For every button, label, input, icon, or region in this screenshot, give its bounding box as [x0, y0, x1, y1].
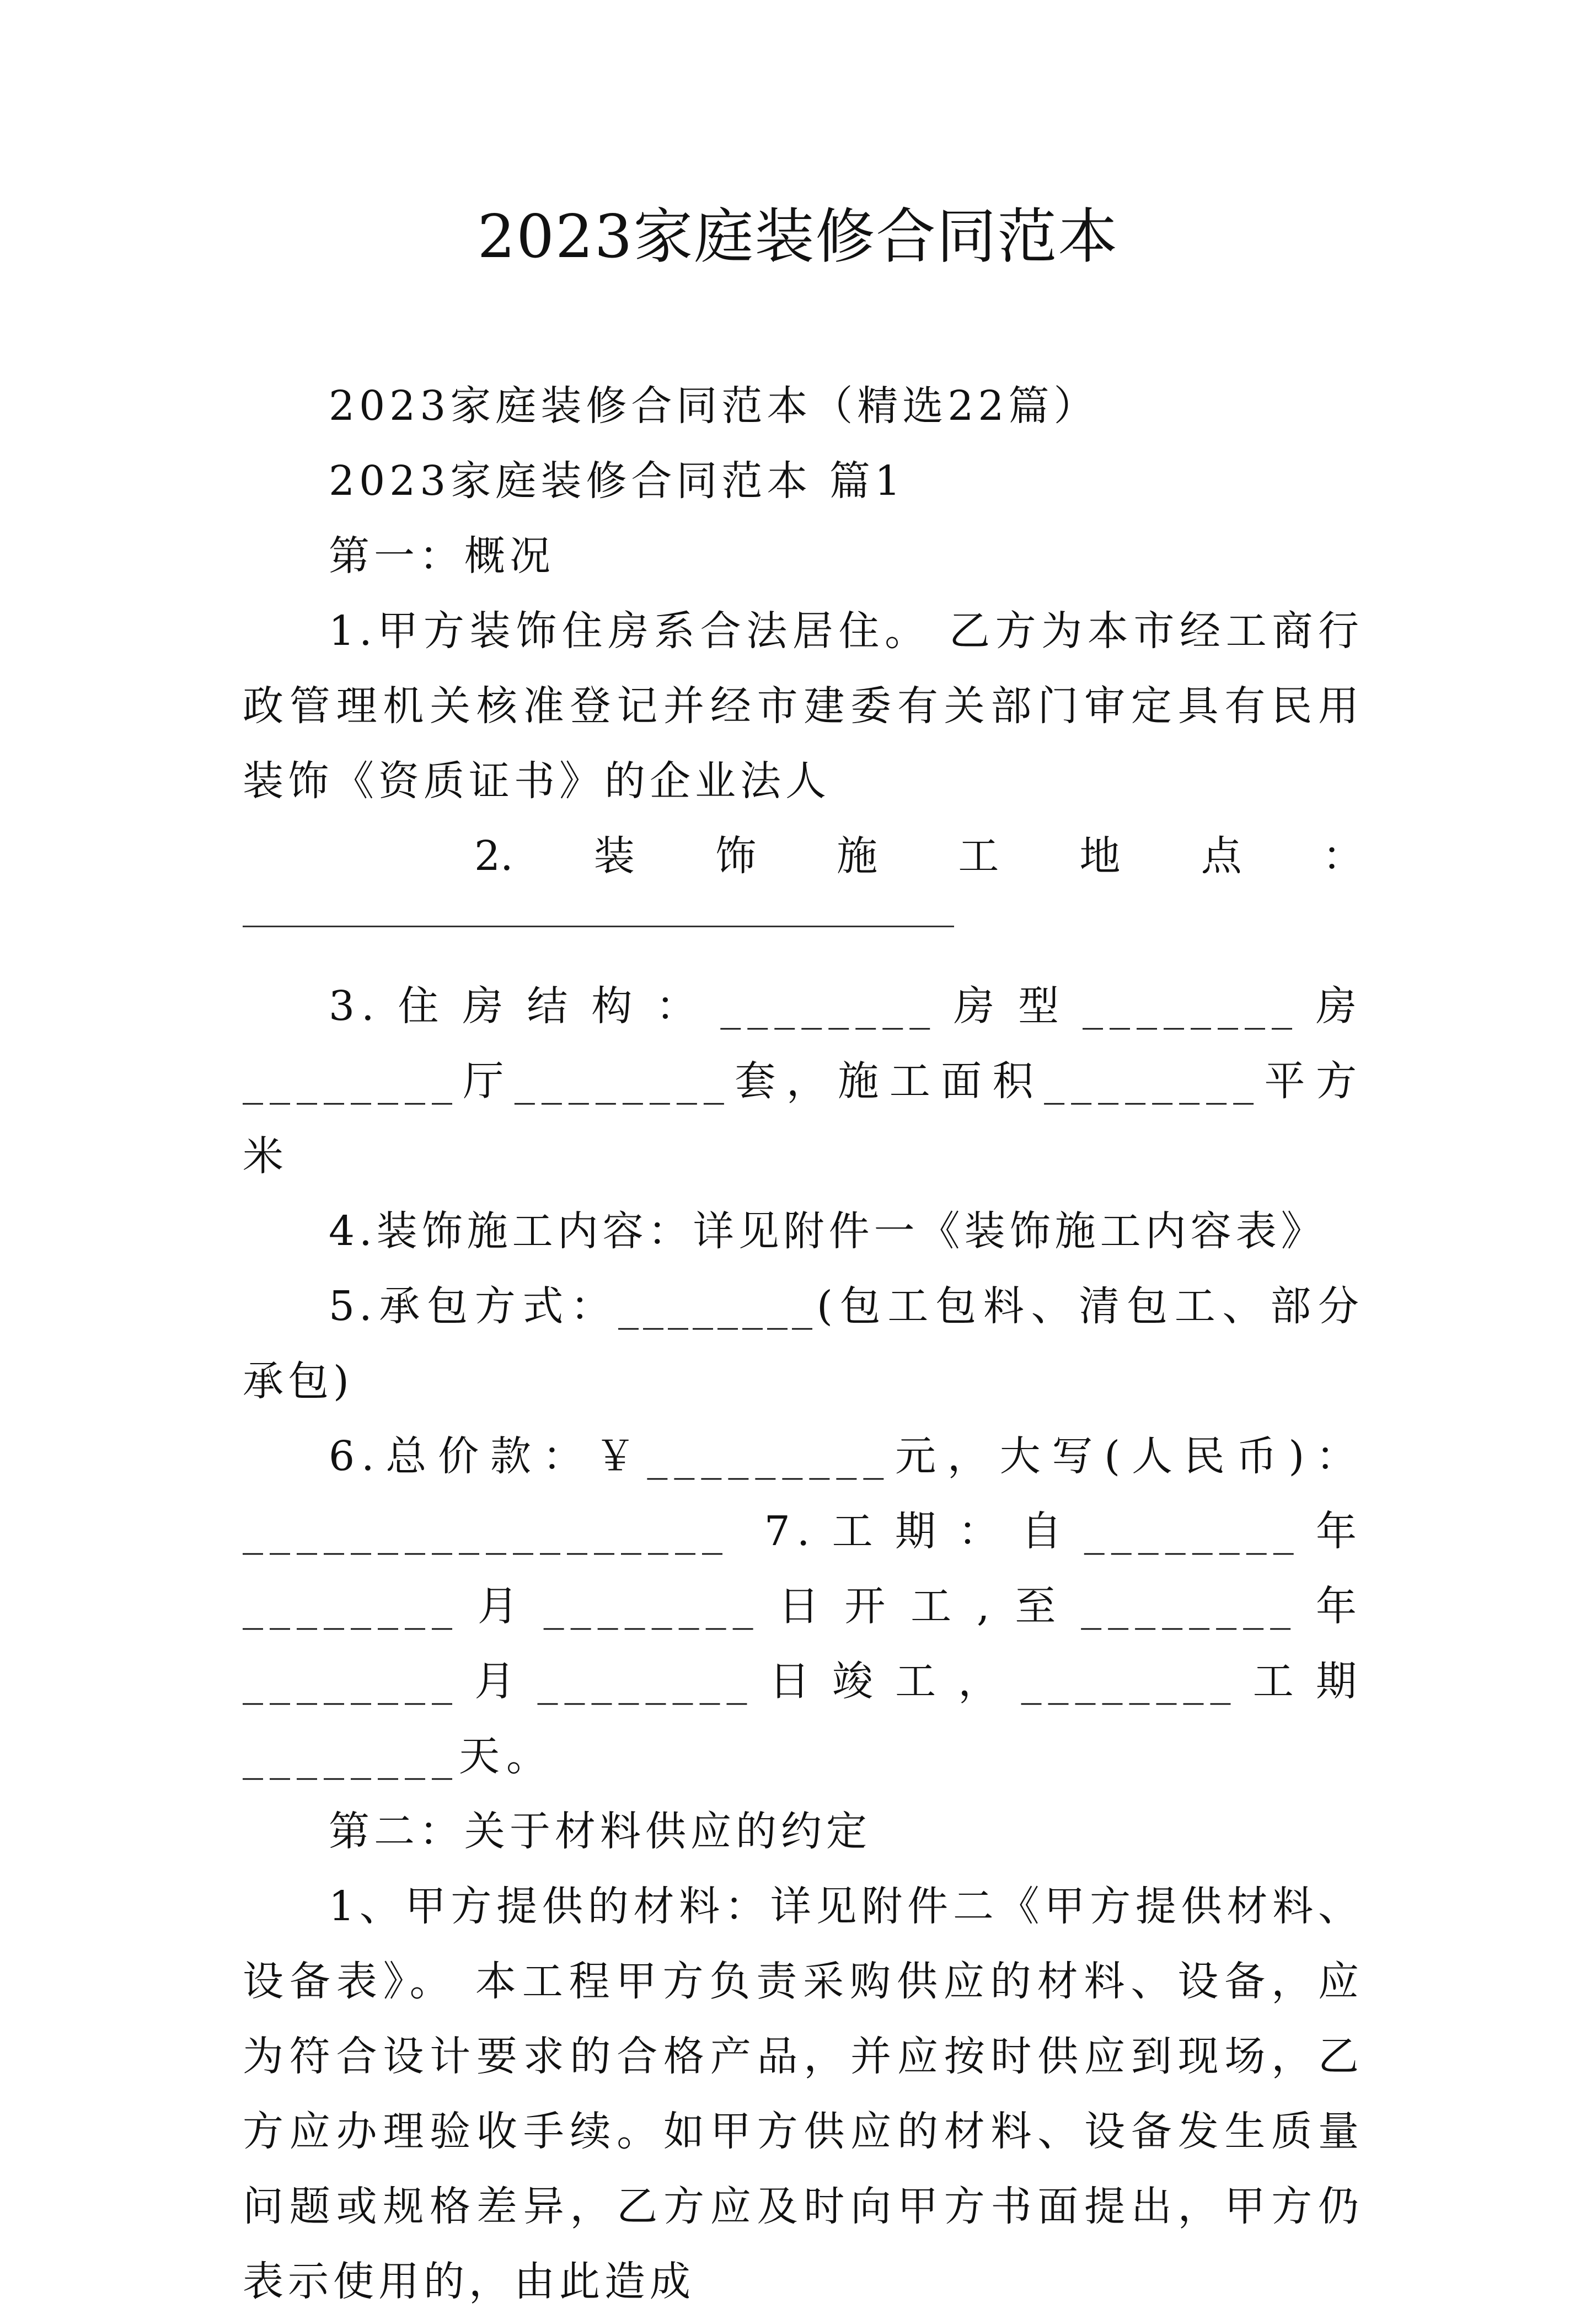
clause-2-char: 饰 — [715, 832, 756, 880]
blank-line — [243, 894, 954, 969]
document-title: 2023家庭装修合同范本 — [477, 202, 1119, 271]
paragraph-section-heading: 2023家庭装修合同范本 篇1 — [329, 457, 905, 505]
paragraph-subtitle: 2023家庭装修合同范本（精选22篇） — [329, 382, 1099, 430]
paragraph-material-clause-1: 1、甲方提供的材料：详见附件二《甲方提供材料、设备表》。 本工程甲方负责采购供应的材料、设备，应为符合设计要求的合格产品，并应按时供应到现场，乙方应办理验收手续。如甲方供应的材料、设备发生质量问题或规格差异，乙方应及时向甲方书面提出，甲方仍表示使用的，由此造成 — [243, 1883, 1363, 2305]
clause-2-char: 点 — [1201, 832, 1242, 880]
paragraph-clause-6-7: 6.总价款：￥_________元，大写(人民币)：__________________ 7.工期：自________年________月________日开工,至________年________月________日竣工，________工期 ________天。 — [243, 1433, 1363, 1780]
paragraph-clause-5: 5.承包方式：________(包工包料、清包工、部分承包) — [243, 1283, 1363, 1405]
clause-2-char: 装 — [593, 832, 635, 880]
paragraph-clause-3: 3.住房结构：________房型________房________厅________套，施工面积________平方米 — [243, 982, 1363, 1180]
paragraph-part-two: 第二：关于材料供应的约定 — [329, 1808, 871, 1855]
paragraph-clause-4: 4.装饰施工内容：详见附件一《装饰施工内容表》 — [329, 1207, 1326, 1255]
paragraph-clause-2 — [243, 819, 1363, 894]
clause-2-char: 地 — [1079, 832, 1121, 880]
clause-2-char: 2. — [474, 832, 513, 880]
clause-2-char: ： — [1322, 832, 1363, 880]
clause-2-char: 施 — [837, 832, 878, 880]
paragraph-part-one: 第一：概况 — [329, 532, 555, 580]
clause-2-char: 工 — [958, 832, 999, 880]
paragraph-clause-1: 1.甲方装饰住房系合法居住。 乙方为本市经工商行政管理机关核准登记并经市建委有关部门审定具有民用装饰《资质证书》的企业法人 — [243, 607, 1363, 805]
document-body — [243, 368, 1363, 2319]
